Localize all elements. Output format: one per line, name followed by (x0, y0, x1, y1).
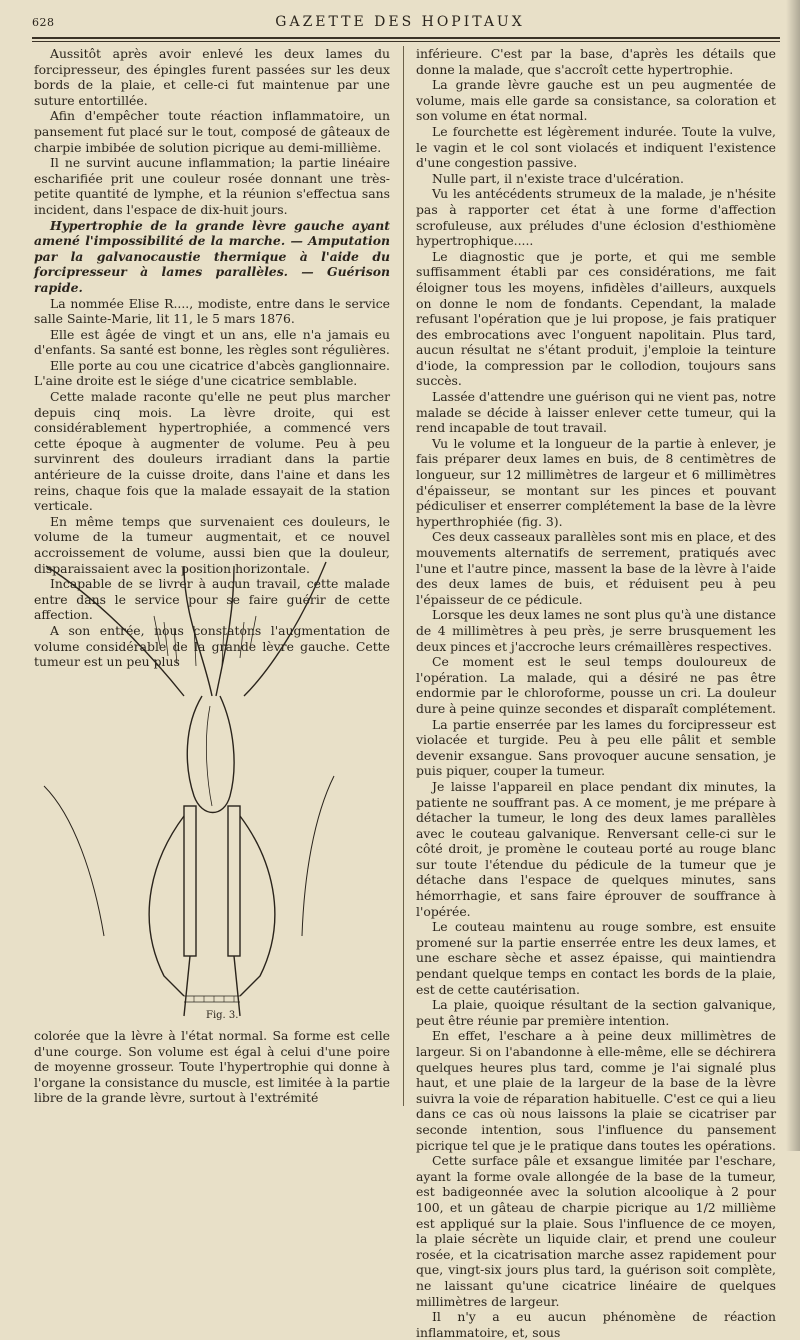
paragraph: Incapable de se livrer à aucun travail, cette malade entre dans le service pour se faire guérir de cette affection. (34, 576, 390, 623)
paragraph: Afin d'empêcher toute réaction inflammatoire, un pansement fut placé sur le tout, composé de gâteaux de charpie imbibée de solution picrique au demi-millième. (34, 108, 390, 155)
paragraph: Le diagnostic que je porte, et qui me semble suffisamment établi par ces considérations, me fait éloigner tous les moyens, infidèles d'ailleurs, auxquels on donne le nom de fondants. Cependant, la malade refusant l'opération que je lui propose, je fais pratiquer des embrocations avec l'onguent napolitain. Plus tard, aucun résultat ne s'étant produit, j'emploie la teinture d'iode, la compression par le collodion, toujours sans succès. (416, 248, 776, 389)
paragraph: Le fourchette est légèrement indurée. Toute la vulve, le vagin et le col sont violacés et indiquent l'existence d'une congestion passive. (416, 123, 776, 171)
paragraph: colorée que la lèvre à l'état normal. Sa forme est celle d'une courge. Son volume est égal à celui d'une poire de moyenne grosseur. Toute l'hypertrophie qui donne à l'organe la consistance du muscle, est limitée à la partie libre de la grande lèvre, surtout à l'extrémité (34, 1028, 390, 1106)
paragraph: Il ne survint aucune inflammation; la partie linéaire escharifiée prit une couleur rosée donnant une très-petite quantité de lymphe, et la réunion s'effectua sans incident, dans l'espace de dix-huit jours. (34, 155, 390, 217)
pince-left (149, 816, 184, 996)
left-column-continuation (34, 1028, 390, 1106)
paragraph: Vu les antécédents strumeux de la malade, je n'hésite pas à rapporter cet état à une forme d'affection scrofuleuse, aux préludes d'une éclosion d'esthiomène hypertrophique..... (416, 186, 776, 249)
header-rule-thin (32, 41, 780, 42)
paragraph: Ces deux casseaux parallèles sont mis en place, et des mouvements alternatifs de serrement, pratiqués avec l'une et l'autre pince, massent la base de la lèvre à l'aide des deux lames de buis, et réduisent peu à peu l'épaisseur de ce pédicule. (416, 529, 776, 607)
header-rule (32, 37, 780, 39)
paragraph: Nulle part, il n'existe trace d'ulcération. (432, 170, 684, 186)
paragraph: La plaie, quoique résultant de la section galvanique, peut être réunie par première intention. (416, 997, 776, 1028)
paragraph: Il n'y a eu aucun phénomène de réaction inflammatoire, et, sous (416, 1309, 776, 1340)
running-title: GAZETTE DES HOPITAUX (275, 14, 525, 30)
outline-left (46, 566, 184, 696)
paragraph: Cette surface pâle et exsangue limitée par l'eschare, ayant la forme ovale allongée de la base de la tumeur, est badigeonnée avec la solution alcoolique à 2 pour 100, et un gâteau de charpie picrique au 1/2 millième est appliqué sur la plaie. Sous l'influence de ce moyen, la plaie sécrète un liquide clair, et prend une couleur rosée, et la cicatrisation marche assez rapidement pour que, vingt-six jours plus tard, la guérison soit complète, ne laissant qu'une cicatrice linéaire de quelques millimètres de largeur. (416, 1153, 776, 1309)
paragraph: La partie enserrée par les lames du forcipresseur est violacée et turgide. Peu à peu elle pâlit et semble devenir exsangue. Sans provoquer aucune sensation, je puis piquer, couper la tumeur. (416, 716, 776, 779)
page-edge-shadow (786, 0, 800, 1151)
paragraph: Lorsque les deux lames ne sont plus qu'à une distance de 4 millimètres à peu près, je serre brusquement les deux pinces et j'accroche leurs crémaillères respectives. (416, 607, 776, 654)
paragraph: Le couteau maintenu au rouge sombre, est ensuite promené sur la partie enserrée entre les deux lames, et une eschare sèche et assez épaisse, qui maintiendra pendant quelque temps en contact les bords de la plaie, est de cette cautérisation. (416, 919, 776, 997)
forcipresseur-illustration (34, 556, 390, 1028)
paragraph: Aussitôt après avoir enlevé les deux lames du forcipresseur, des épingles furent passées sur les deux bords de la plaie, et celle-ci fut maintenue par une suture entortillée. (34, 46, 390, 108)
paragraph: Lassée d'attendre une guérison qui ne vient pas, notre malade se décide à laisser enlever cette tumeur, qui la rend incapable de tout travail. (416, 389, 776, 436)
paragraph: La grande lèvre gauche est un peu augmentée de volume, mais elle garde sa consistance, sa coloration et son volume en état normal. (416, 77, 776, 124)
page-number: 628 (32, 16, 55, 29)
paragraph: Vu le volume et la longueur de la partie à enlever, je fais préparer deux lames en buis, de 8 centimètres de longueur, sur 12 millimètres de largeur et 6 millimètres d'épaisseur, se montant sur les pinces et pouvant pédiculiser et enserrer complétement la base de la lèvre hyperthrophiée (fig. 3). (416, 435, 776, 529)
paragraph: Je laisse l'appareil en place pendant dix minutes, la patiente ne souffrant pas. A ce moment, je me prépare à détacher la tumeur, le long des deux lames parallèles avec le couteau galvanique. Renversant celle-ci sur le côté droit, je promène le couteau porté au rouge blanc sur toute l'étendue du pédicule de la tumeur que je détache dans l'espace de quelques minutes, sans hémorrhagie, et sans faire éprouver de souffrance à l'opérée. (416, 778, 776, 919)
figure-caption: Fig. 3. (206, 1010, 239, 1021)
column-divider (403, 46, 404, 1106)
paragraph: Elle porte au cou une cicatrice d'abcès ganglionnaire. L'aine droite est le siége d'une cicatrice semblable. (34, 357, 390, 389)
tumor-shape (187, 696, 234, 813)
paragraph: Cette malade raconte qu'elle ne peut plus marcher depuis cinq mois. La lèvre droite, qui est considérablement hypertrophiée, a commencé vers cette époque à augmenter de volume. Peu à peu survinrent des douleurs irradiant dans la partie antérieure de la cuisse droite, dans l'aine et dans les reins, chaque fois que la malade essayait de la station verticale. (34, 389, 390, 514)
paragraph: Elle est âgée de vingt et un ans, elle n'a jamais eu d'enfants. Sa santé est bonne, les règles sont régulières. (34, 326, 390, 358)
paragraph: A son entrée, nous constatons l'augmentation de volume considérable de la grande lèvre gauche. Cette tumeur est un peu plus (34, 622, 390, 670)
outline-right (244, 562, 326, 696)
page-header (0, 6, 800, 36)
pince-right (240, 816, 275, 996)
lame-right (228, 806, 240, 956)
lame-left (184, 806, 196, 956)
paragraph: En même temps que survenaient ces douleurs, le volume de la tumeur augmentait, et ce nouvel accroissement de volume, aussi bien que la douleur, disparaissaient avec la position horizontale. (34, 513, 390, 576)
paragraph: La nommée Elise R...., modiste, entre dans le service salle Sainte-Marie, lit 11, le 5 mars 1876. (34, 295, 390, 327)
paragraph: inférieure. C'est par la base, d'après les détails que donne la malade, que s'accroît cette hypertrophie. (416, 46, 776, 77)
section-heading: Hypertrophie de la grande lèvre gauche ayant amené l'impossibilité de la marche. — Amputation par la galvanocaustie thermique à l'aide du forcipresseur à lames parallèles. — Guérison rapide. (34, 217, 390, 295)
paragraph: En effet, l'eschare a à peine deux millimètres de largeur. Si on l'abandonne à elle-même, elle se déchirera quelques heures plus tard, comme je l'ai signalé plus haut, et une plaie de la largeur de la base de la lèvre suivra la voie de réparation habituelle. C'est ce qui a lieu dans ce cas où nous laissons la plaie se cicatriser par seconde intention, sous l'influence du pansement picrique tel que je le pratique dans toutes les opérations. (416, 1028, 776, 1153)
paragraph: Ce moment est le seul temps douloureux de l'opération. La malade, qui a désiré ne pas être endormie par le chloroforme, pousse un cri. La douleur dure à peine quinze secondes et disparaît complétement. (416, 654, 776, 716)
right-column (416, 46, 776, 1340)
figure-illustration (34, 556, 390, 1028)
